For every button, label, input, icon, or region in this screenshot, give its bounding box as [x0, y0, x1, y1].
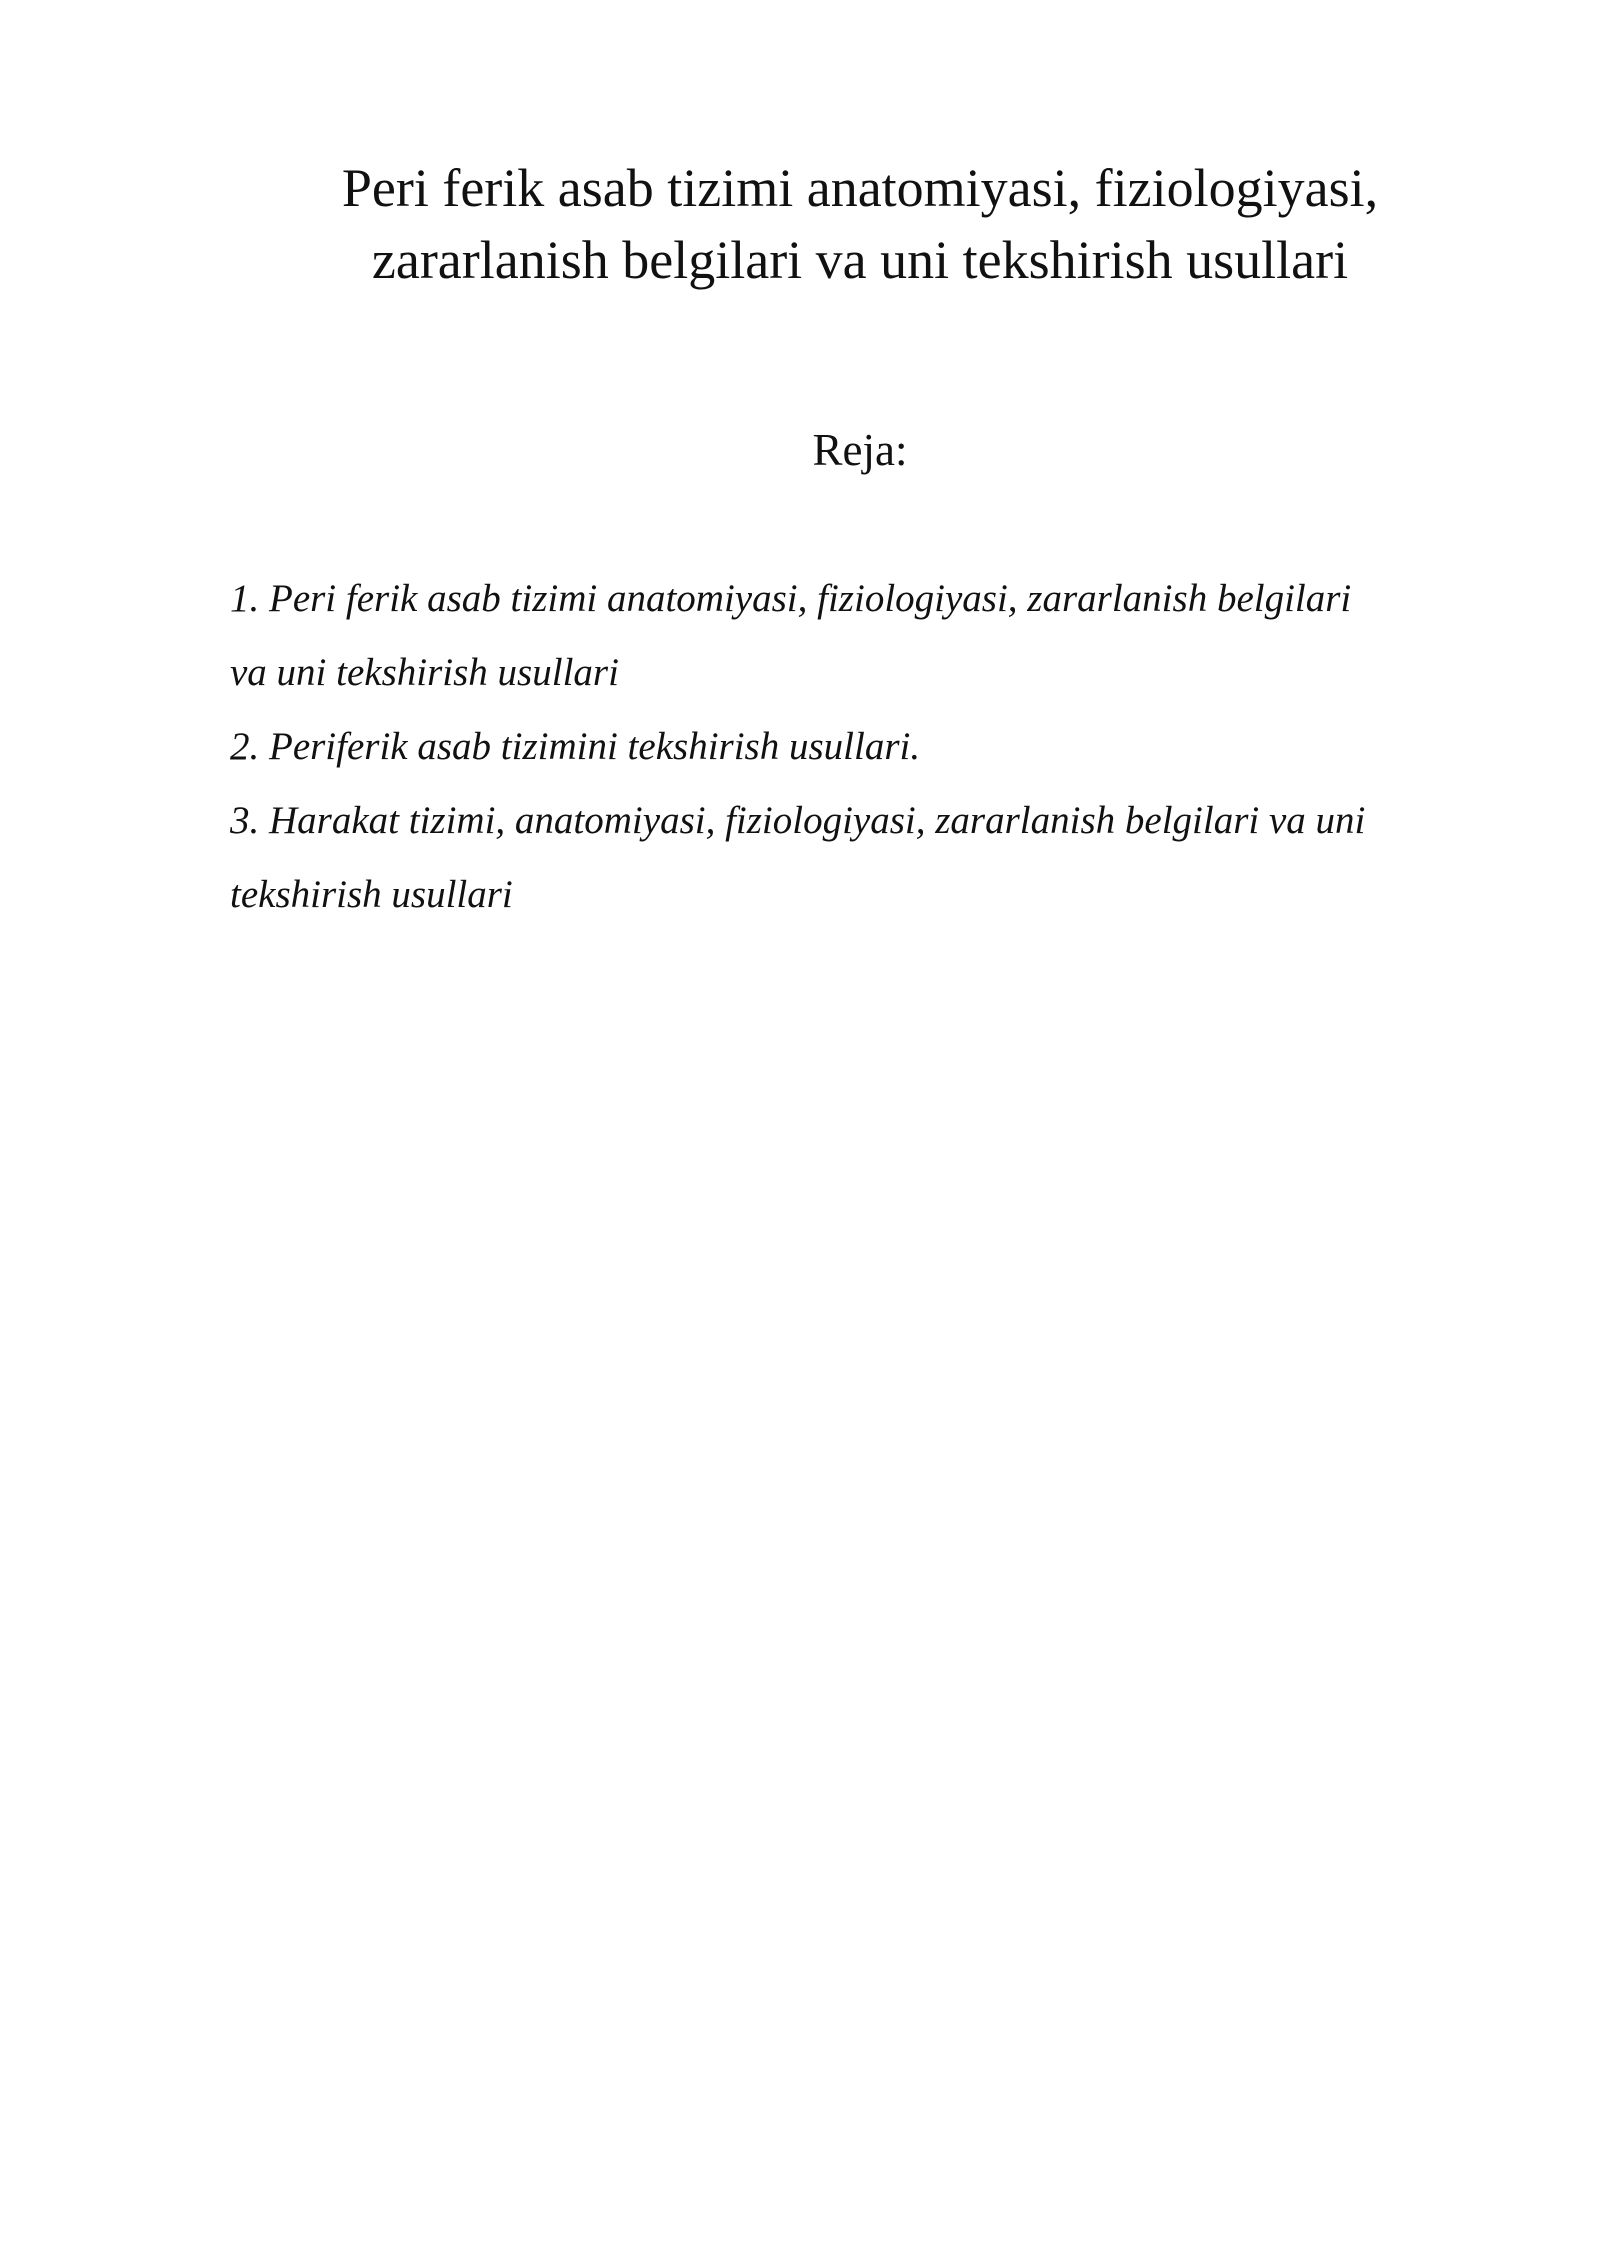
plan-list [230, 562, 1530, 932]
plan-item-3-line-1: 3. Harakat tizimi, anatomiyasi, fiziologiyasi, zararlanish belgilari va uni [230, 799, 1366, 842]
page-title [180, 152, 1540, 296]
plan-item-3-line-2: tekshirish usullari [230, 873, 513, 916]
plan-item-3 [230, 784, 1530, 932]
plan-item-1 [230, 562, 1530, 710]
plan-item-2-line-1: 2. Periferik asab tizimini tekshirish usullari. [230, 725, 921, 768]
title-line-2: zararlanish belgilari va uni tekshirish usullari [371, 230, 1349, 290]
plan-item-1-line-2: va uni tekshirish usullari [230, 651, 619, 694]
title-line-1: Peri ferik asab tizimi anatomiyasi, fiziologiyasi, [341, 158, 1379, 218]
plan-item-2 [230, 710, 1530, 784]
plan-item-1-line-1: 1. Peri ferik asab tizimi anatomiyasi, fiziologiyasi, zararlanish belgilari [230, 577, 1352, 620]
plan-heading: Reja: [812, 425, 908, 475]
